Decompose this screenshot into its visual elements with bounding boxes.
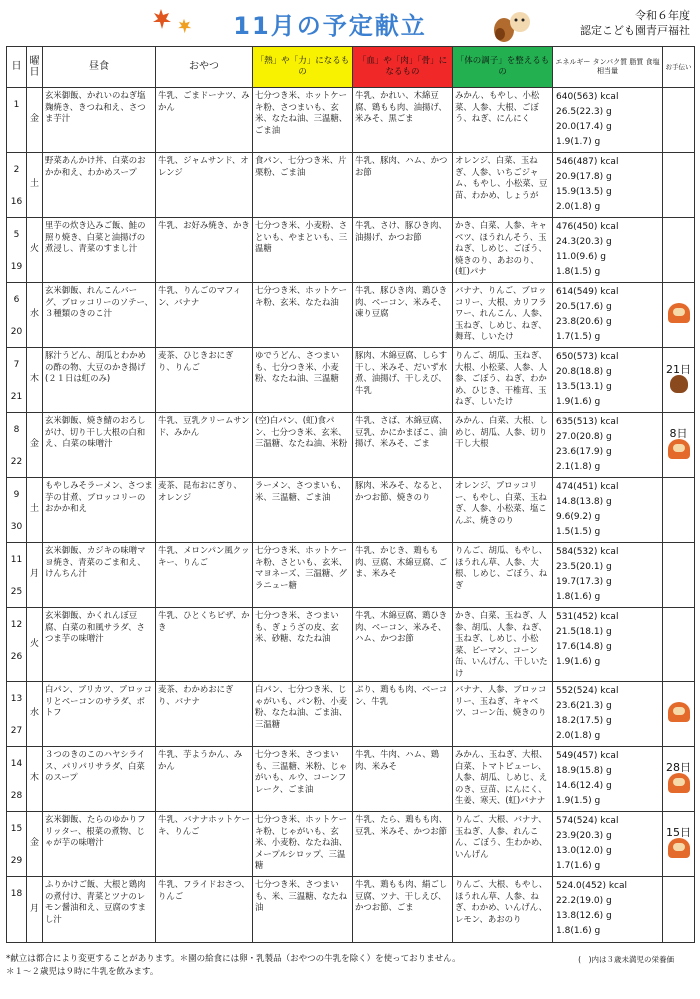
footer-notes <box>6 953 694 979</box>
body-building-foods-cell: 牛乳、かじき、鶏もも肉、豆腐、木綿豆腐、ごま、米みそ <box>353 543 453 608</box>
protein-value: 20.5(17.6) g <box>556 302 612 312</box>
menu-row <box>7 413 695 478</box>
helper-date: 28日 <box>666 760 691 774</box>
helper-cell <box>663 608 695 682</box>
lunch-cell: ３つのきのこのハヤシライス、パリパリサラダ、白菜のスープ <box>43 747 156 812</box>
salt-value: 1.8(1.6) g <box>556 926 601 936</box>
salt-value: 1.9(1.6) g <box>556 657 601 667</box>
body-building-foods-cell: 牛乳、木綿豆腐、鶏ひき肉、ベーコン、米みそ、ハム、かつお節 <box>353 608 453 682</box>
col-nutrition: エネルギー タンパク質 脂質 食塩相当量 <box>553 47 663 88</box>
energy-value: 614(549) kcal <box>556 287 619 297</box>
protein-value: 24.3(20.3) g <box>556 237 612 247</box>
fat-value: 14.6(12.4) g <box>556 781 612 791</box>
regulating-foods-cell: かき、白菜、玉ねぎ、人参、胡瓜、人参、ねぎ、玉ねぎ、しめじ、小松菜、ピーマン、コーン缶、いんげん、干しいたけ <box>453 608 553 682</box>
day-cell: 2 16 <box>7 153 27 218</box>
protein-value: 23.9(20.3) g <box>556 831 612 841</box>
energy-foods-cell: (空)白パン、(虹)食パン、七分つき米、玄米、三温糖、なたね油、米粉 <box>253 413 353 478</box>
lunch-cell: 里芋の炊き込みご飯、鮭の照り焼き、白菜と油揚げの煮浸し、青菜のすまし汁 <box>43 218 156 283</box>
lunch-cell: 玄米御飯、れんこんバーグ、ブロッコリーのソテー、３種類のきのこ汁 <box>43 283 156 348</box>
menu-row <box>7 747 695 812</box>
energy-value: 574(524) kcal <box>556 816 619 826</box>
col-regulating-foods: 「体の調子」を整えるもの <box>453 47 553 88</box>
fat-value: 13.5(13.1) g <box>556 382 612 392</box>
helper-cell <box>663 348 695 413</box>
energy-foods-cell: 白パン、七分つき米、じゃがいも、パン粉、小麦粉、なたね油、ごま油、三温糖 <box>253 682 353 747</box>
salt-value: 2.1(1.8) g <box>556 462 601 472</box>
col-helper: お手伝い <box>663 47 695 88</box>
day-cell: 13 27 <box>7 682 27 747</box>
day-cell: 18 <box>7 877 27 943</box>
regulating-foods-cell: りんご、大根、バナナ、玉ねぎ、人参、れんこん、ごぼう、生わかめ、いんげん <box>453 812 553 877</box>
fat-value: 15.9(13.5) g <box>556 187 612 197</box>
protein-value: 14.8(13.8) g <box>556 497 612 507</box>
nutrition-cell <box>553 747 663 812</box>
chestnut-icon <box>670 375 688 393</box>
helper-date: 15日 <box>666 825 691 839</box>
snack-cell: 牛乳、バナナホットケーキ、りんご <box>156 812 253 877</box>
energy-value: 635(513) kcal <box>556 417 619 427</box>
snack-cell: 麦茶、わかめおにぎり、バナナ <box>156 682 253 747</box>
nutrition-cell <box>553 608 663 682</box>
menu-row <box>7 283 695 348</box>
day-cell: 1 <box>7 88 27 153</box>
helper-child-icon <box>668 838 690 858</box>
protein-value: 27.0(20.8) g <box>556 432 612 442</box>
menu-row <box>7 218 695 283</box>
body-building-foods-cell: 牛乳、豚肉、ハム、かつお節 <box>353 153 453 218</box>
menu-row <box>7 478 695 543</box>
helper-cell <box>663 877 695 943</box>
energy-foods-cell: ラーメン、さつまいも、米、三温糖、ごま油 <box>253 478 353 543</box>
snack-cell: 牛乳、芋ようかん、みかん <box>156 747 253 812</box>
menu-row <box>7 608 695 682</box>
weekday-cell: 土 <box>27 153 43 218</box>
menu-row <box>7 348 695 413</box>
snack-cell: 牛乳、フライドおさつ、りんご <box>156 877 253 943</box>
weekday-cell: 水 <box>27 283 43 348</box>
fat-value: 9.6(9.2) g <box>556 512 601 522</box>
fat-value: 17.6(14.8) g <box>556 642 612 652</box>
regulating-foods-cell: バナナ、人参、ブロッコリー、玉ねぎ、キャベツ、コーン缶、焼きのり <box>453 682 553 747</box>
maple-leaf-icon <box>150 8 172 30</box>
fat-value: 23.6(17.9) g <box>556 447 612 457</box>
lunch-cell: 玄米御飯、かくれんぼ豆腐、白菜の和風サラダ、さつま芋の味噌汁 <box>43 608 156 682</box>
fat-value: 18.2(17.5) g <box>556 716 612 726</box>
menu-table <box>6 46 695 943</box>
fat-value: 19.7(17.3) g <box>556 577 612 587</box>
weekday-cell: 金 <box>27 812 43 877</box>
snack-cell: 麦茶、ひじきおにぎり、りんご <box>156 348 253 413</box>
weekday-cell: 金 <box>27 88 43 153</box>
protein-value: 21.5(18.1) g <box>556 627 612 637</box>
energy-value: 474(451) kcal <box>556 482 619 492</box>
snack-cell: 牛乳、ジャムサンド、オレンジ <box>156 153 253 218</box>
salt-value: 1.9(1.5) g <box>556 796 601 806</box>
salt-value: 1.5(1.5) g <box>556 527 601 537</box>
body-building-foods-cell: 牛乳、さば、木綿豆腐、豆乳、かにかまぼこ、油揚げ、米みそ、ごま <box>353 413 453 478</box>
energy-value: 650(573) kcal <box>556 352 619 362</box>
fat-value: 20.0(17.4) g <box>556 122 612 132</box>
helper-child-icon <box>668 303 690 323</box>
regulating-foods-cell: りんご、大根、もやし、ほうれん草、人参、ねぎ、わかめ、いんげん、レモン、あおのり <box>453 877 553 943</box>
weekday-cell: 金 <box>27 413 43 478</box>
weekday-cell: 火 <box>27 218 43 283</box>
fat-value: 11.0(9.6) g <box>556 252 606 262</box>
menu-row <box>7 153 695 218</box>
day-cell: 15 29 <box>7 812 27 877</box>
nutrition-cell <box>553 682 663 747</box>
salt-value: 2.0(1.8) g <box>556 731 601 741</box>
helper-child-icon <box>668 439 690 459</box>
energy-foods-cell: ゆでうどん、さつまいも、七分つき米、小麦粉、なたね油、三温糖 <box>253 348 353 413</box>
day-cell: 8 22 <box>7 413 27 478</box>
salt-value: 2.0(1.8) g <box>556 202 601 212</box>
helper-cell <box>663 478 695 543</box>
energy-foods-cell: 七分つき米、ホットケーキ粉、じゃがいも、玄米、小麦粉、なたね油、メープルシロップ、三温糖 <box>253 812 353 877</box>
body-building-foods-cell: 牛乳、さけ、豚ひき肉、油揚げ、かつお節 <box>353 218 453 283</box>
lunch-cell: 玄米御飯、カジキの味噌マヨ焼き、青菜のごま和え、けんちん汁 <box>43 543 156 608</box>
regulating-foods-cell: オレンジ、ブロッコリー、もやし、白菜、玉ねぎ、人参、小松菜、塩こんぶ、焼きのり <box>453 478 553 543</box>
fat-value: 13.8(12.6) g <box>556 911 612 921</box>
helper-date: 21日 <box>666 362 691 376</box>
organization-info <box>560 8 690 38</box>
menu-row <box>7 543 695 608</box>
helper-cell <box>663 812 695 877</box>
helper-cell <box>663 747 695 812</box>
protein-value: 22.2(19.0) g <box>556 896 612 906</box>
helper-child-icon <box>668 702 690 722</box>
nutrition-cell <box>553 283 663 348</box>
salt-value: 1.8(1.5) g <box>556 267 601 277</box>
salt-value: 1.7(1.5) g <box>556 332 601 342</box>
body-building-foods-cell: ぶり、鶏もも肉、ベーコン、牛乳 <box>353 682 453 747</box>
menu-row <box>7 682 695 747</box>
energy-foods-cell: 七分つき米、小麦粉、さといも、やまといも、三温糖 <box>253 218 353 283</box>
nutrition-cell <box>553 812 663 877</box>
weekday-cell: 木 <box>27 348 43 413</box>
fat-value: 13.0(12.0) g <box>556 846 612 856</box>
weekday-cell: 土 <box>27 478 43 543</box>
lunch-cell: もやしみそラーメン、さつま芋の甘煮、ブロッコリーのおかか和え <box>43 478 156 543</box>
col-energy-foods: 「熱」や「力」になるもの <box>253 47 353 88</box>
body-building-foods-cell: 牛乳、たら、鶏もも肉、豆乳、米みそ、かつお節 <box>353 812 453 877</box>
body-building-foods-cell: 牛乳、豚ひき肉、鶏ひき肉、ベーコン、米みそ、凍り豆腐 <box>353 283 453 348</box>
energy-value: 584(532) kcal <box>556 547 619 557</box>
lunch-cell: 野菜あんかけ丼、白菜のおかか和え、わかめスープ <box>43 153 156 218</box>
helper-cell <box>663 218 695 283</box>
helper-child-icon <box>668 773 690 793</box>
day-cell: 12 26 <box>7 608 27 682</box>
day-cell: 7 21 <box>7 348 27 413</box>
weekday-cell: 月 <box>27 877 43 943</box>
energy-foods-cell: 七分つき米、さつまいも、米、三温糖、なたね油 <box>253 877 353 943</box>
body-building-foods-cell: 豚肉、米みそ、なると、かつお節、焼きのり <box>353 478 453 543</box>
organization-name: 認定こども園青戸福社 <box>580 24 690 37</box>
col-weekday: 曜日 <box>27 47 43 88</box>
helper-date: 8日 <box>669 426 688 440</box>
snack-cell: 牛乳、メロンパン風クッキー、りんご <box>156 543 253 608</box>
footer-note-2: ＊１～２歳児は９時に牛乳を飲みます。 <box>6 967 159 977</box>
energy-value: 531(452) kcal <box>556 612 619 622</box>
regulating-foods-cell: みかん、玉ねぎ、大根、白菜、トマトピューレ、人参、胡瓜、しめじ、えのき、豆苗、にんにく、生姜、寒天、(虹)パナナ <box>453 747 553 812</box>
col-body-building-foods: 「血」や「肉」「骨」になるもの <box>353 47 453 88</box>
protein-value: 20.8(18.8) g <box>556 367 612 377</box>
snack-cell: 牛乳、ひとくちピザ、かき <box>156 608 253 682</box>
body-building-foods-cell: 牛乳、かれい、木綿豆腐、鶏もも肉、油揚げ、米みそ、黒ごま <box>353 88 453 153</box>
lunch-cell: 玄米御飯、焼き鯖のおろしがけ、切り干し大根の白和え、白菜の味噌汁 <box>43 413 156 478</box>
protein-value: 20.9(17.8) g <box>556 172 612 182</box>
nutrition-cell <box>553 478 663 543</box>
body-building-foods-cell: 牛乳、牛肉、ハム、鶏肉、米みそ <box>353 747 453 812</box>
col-day: 日 <box>7 47 27 88</box>
nutrition-cell <box>553 543 663 608</box>
helper-cell <box>663 283 695 348</box>
weekday-cell: 月 <box>27 543 43 608</box>
col-lunch: 昼食 <box>43 47 156 88</box>
energy-foods-cell: 七分つき米、さつまいも、ぎょうざの皮、玄米、砂糖、なたね油 <box>253 608 353 682</box>
lunch-cell: 白パン、ブリカツ、ブロッコリとベーコンのサラダ、ボトフ <box>43 682 156 747</box>
footer-note-right: ( )内は３歳未満児の栄養価 <box>578 955 674 964</box>
helper-cell <box>663 413 695 478</box>
day-cell: 9 30 <box>7 478 27 543</box>
body-building-foods-cell: 豚肉、木綿豆腐、しらす干し、米みそ、だいず水煮、油揚げ、干しえび、牛乳 <box>353 348 453 413</box>
energy-value: 476(450) kcal <box>556 222 619 232</box>
weekday-cell: 水 <box>27 682 43 747</box>
protein-value: 18.9(15.8) g <box>556 766 612 776</box>
regulating-foods-cell: バナナ、りんご、ブロッコリー、大根、カリフラワー、れんこん、人参、玉ねぎ、しめじ、ねぎ、舞茸、しいたけ <box>453 283 553 348</box>
energy-value: 640(563) kcal <box>556 92 619 102</box>
protein-value: 23.5(20.1) g <box>556 562 612 572</box>
protein-value: 23.6(21.3) g <box>556 701 612 711</box>
page-title: 11月の予定献立 <box>233 12 427 40</box>
salt-value: 1.9(1.6) g <box>556 397 601 407</box>
fat-value: 23.8(20.6) g <box>556 317 612 327</box>
helper-cell <box>663 543 695 608</box>
regulating-foods-cell: オレンジ、白菜、玉ねぎ、人参、いちごジャム、もやし、小松菜、豆苗、わかめ、しょうが <box>453 153 553 218</box>
regulating-foods-cell: みかん、白菜、大根、しめじ、胡瓜、人参、切り干し大根 <box>453 413 553 478</box>
snack-cell: 牛乳、ごまドーナツ、みかん <box>156 88 253 153</box>
fiscal-year: 令和６年度 <box>635 9 690 22</box>
nutrition-cell <box>553 218 663 283</box>
menu-row <box>7 88 695 153</box>
energy-value: 546(487) kcal <box>556 157 619 167</box>
day-cell: 14 28 <box>7 747 27 812</box>
nutrition-cell <box>553 153 663 218</box>
protein-value: 26.5(22.3) g <box>556 107 612 117</box>
helper-cell <box>663 88 695 153</box>
snack-cell: 牛乳、豆乳クリームサンド、みかん <box>156 413 253 478</box>
energy-value: 549(457) kcal <box>556 751 619 761</box>
menu-row <box>7 812 695 877</box>
weekday-cell: 火 <box>27 608 43 682</box>
snack-cell: 麦茶、昆布おにぎり、オレンジ <box>156 478 253 543</box>
day-cell: 6 20 <box>7 283 27 348</box>
energy-value: 524.0(452) kcal <box>556 881 628 891</box>
snack-cell: 牛乳、お好み焼き、かき <box>156 218 253 283</box>
lunch-cell: 玄米御飯、たらのゆかりフリッター、根菜の煮物、じゃが芋の味噌汁 <box>43 812 156 877</box>
energy-value: 552(524) kcal <box>556 686 619 696</box>
energy-foods-cell: 七分つき米、ホットケーキ粉、さといも、玄米、マヨネーズ、三温糖、グラニュー糖 <box>253 543 353 608</box>
energy-foods-cell: 七分つき米、ホットケーキ粉、さつまいも、玄米、なたね油、三温糖、ごま油 <box>253 88 353 153</box>
energy-foods-cell: 七分つき米、ホットケーキ粉、玄米、なたね油 <box>253 283 353 348</box>
regulating-foods-cell: みかん、もやし、小松菜、人参、大根、ごぼう、ねぎ、にんにく <box>453 88 553 153</box>
helper-cell <box>663 153 695 218</box>
nutrition-cell <box>553 88 663 153</box>
regulating-foods-cell: かき、白菜、人参、キャベツ、ほうれんそう、玉ねぎ、しめじ、ごぼう、焼きのり、あおのり、(虹)パナ <box>453 218 553 283</box>
snack-cell: 牛乳、りんごのマフィン、バナナ <box>156 283 253 348</box>
day-cell: 11 25 <box>7 543 27 608</box>
menu-row <box>7 877 695 943</box>
body-building-foods-cell: 牛乳、鶏もも肉、絹ごし豆腐、ツナ、干しえび、かつお節、ごま <box>353 877 453 943</box>
maple-leaf-icon <box>176 18 192 34</box>
nutrition-cell <box>553 413 663 478</box>
weekday-cell: 木 <box>27 747 43 812</box>
nutrition-cell <box>553 348 663 413</box>
lunch-cell: 豚汁うどん、胡瓜とわかめの酢の物、大豆のかき揚げ(２１日は虹のみ) <box>43 348 156 413</box>
nutrition-cell <box>553 877 663 943</box>
regulating-foods-cell: りんご、胡瓜、もやし、ほうれん草、人参、大根、しめじ、ごぼう、ねぎ <box>453 543 553 608</box>
regulating-foods-cell: りんご、胡瓜、玉ねぎ、大根、小松菜、人参、人参、ごぼう、ねぎ、わかめ、ひじき、干椎茸、玉ねぎ、しいたけ <box>453 348 553 413</box>
squirrel-mascot-icon <box>490 4 536 44</box>
salt-value: 1.7(1.6) g <box>556 861 601 871</box>
salt-value: 1.9(1.7) g <box>556 137 601 147</box>
footer-note-1: *献立は都合により変更することがあります。＊園の給食には卵・乳製品（おやつの牛乳を除く）を使っておりません。 <box>6 954 461 964</box>
helper-cell <box>663 682 695 747</box>
lunch-cell: 玄米御飯、かれいのねぎ塩麹焼き、きつね和え、さつま芋汁 <box>43 88 156 153</box>
lunch-cell: ふりかけご飯、大根と鶏肉の煮付け、青菜とツナのレモン醤油和え、豆腐のすまし汁 <box>43 877 156 943</box>
col-snack: おやつ <box>156 47 253 88</box>
energy-foods-cell: 食パン、七分つき米、片栗粉、ごま油 <box>253 153 353 218</box>
energy-foods-cell: 七分つき米、さつまいも、三温糖、米粉、じゃがいも、ルウ、コーンフレーク、ごま油 <box>253 747 353 812</box>
page-header <box>0 0 700 48</box>
day-cell: 5 19 <box>7 218 27 283</box>
salt-value: 1.8(1.6) g <box>556 592 601 602</box>
